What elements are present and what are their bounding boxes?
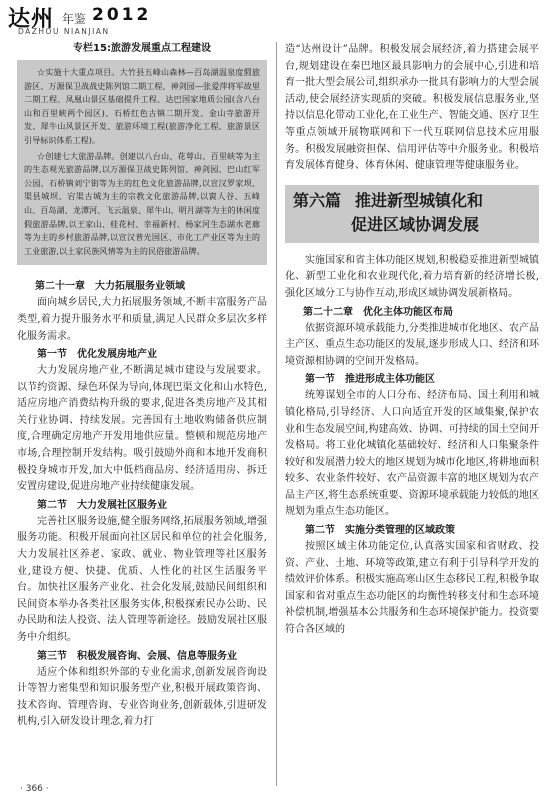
section-heading: 第一节 优化发展房地产业	[37, 349, 157, 361]
body-paragraph: 造“达州设计”品牌。积极发展会展经济,着力搭建会展平台,规划建设在秦巴地区最具影响力的会展中心,引进和培育一批大型会展公司,组织承办一批具有影响力的大型会展活动,使会展经济实现质的突破。积极发展信息服务业,坚持以信息化带动工业化,在工业生产、智能交通、医疗卫生等重点领域开展物联网和下一代互联网信息技术应用服务。积极发展融资担保、信用评估等中介服务业。积极培育发展体育健身、体育休闲、健康管理等健康服务业。	[285, 44, 539, 172]
section-heading: 第二节 大力发展社区服务业	[37, 499, 167, 511]
sidebar-box-paragraph: ☆实施十大重点项目。大竹县五峰山森林—百岛湖温泉度假旅游区、万源保卫战战史陈列馆二期工程、神剑园—张爱萍将军故里二期工程、凤凰山景区基础提升工程、达巴国家地质公园(含八台山和百里峡两个园区)、石桥红色古镇二期开发、金山寺旅游开发、犀牛山风景区开发、旅游环境工程(旅游净化工程、旅游景区引导标识体系工程)。	[24, 67, 260, 145]
header-subtitle: 年鉴	[62, 12, 87, 26]
right-column	[285, 42, 539, 639]
section-heading: 第一节 推进形成主体功能区	[305, 374, 435, 386]
header-logo: 达州	[8, 7, 55, 32]
part-title-banner	[285, 185, 539, 243]
sidebar-box-title: 专栏15:旅游发展重点工程建设	[73, 43, 211, 54]
body-paragraph: 面向城乡居民,大力拓展服务领域,不断丰富服务产品类型,着力提升服务水平和质量,满足人民群众多层次多样化服务需求。	[17, 297, 267, 342]
part-title-line2: 促进区域协调发展	[351, 214, 480, 234]
body-paragraph: 依据资源环境承载能力,分类推进城市化地区、农产品主产区、重点生态功能区的发展,逐步形成人口、经济和环境资源相协调的空间开发格局。	[285, 322, 539, 367]
body-paragraph: 统筹谋划全市的人口分布、经济布局、国土利用和城镇化格局,引导经济、人口向适宜开发的区域集聚,保护农业和生态发展空间,构建高效、协调、可持续的国土空间开发格局。将工业化城镇化基础较好、经济和人口集聚条件较好和发展潜力较大的地区规划为城市化地区,将耕地面积较多、农业条件较好、农产品资源丰富的地区规划为农产品主产区,将生态系统重要、资源环境承载能力较低的地区规划为重点生态功能区。	[285, 390, 539, 518]
header-year: 2012	[92, 5, 152, 25]
column-divider	[276, 42, 277, 786]
body-paragraph: 实施国家和省主体功能区规划,积极稳妥推进新型城镇化、新型工业化和农业现代化,着力培育新的经济增长极,强化区域分工与协作互动,形成区域协调发展新格局。	[285, 254, 539, 299]
chapter-heading: 第二十一章 大力拓展服务业领域	[35, 281, 185, 293]
sidebar-box	[17, 60, 267, 265]
section-heading: 第三节 积极发展咨询、会展、信息等服务业	[37, 650, 237, 662]
body-paragraph: 大力发展房地产业,不断满足城市建设与发展要求。以节约资源、绿色环保为导向,体现巴渠文化和山水特色,适应房地产消费结构升级的要求,促进各类房地产及其相关行业协调、持续发展。完善国有土地收购储备供应制度,合理确定房地产开发用地供应量。整顿和规范房地产市场,合理控制开发结构。吸引鼓励外商和本地开发商积极投身城市开发,加大中低档商品房、经济适用房、拆迁安置房建设,促进房地产业持续健康发展。	[17, 365, 267, 493]
header-english: DAZHOU NIANJIAN	[18, 27, 110, 36]
body-paragraph: 适应个体和组织外部的专业化需求,创新发展咨询设计等智力密集型和知识服务型产业,积极开展政策咨询、技术咨询、管理咨询、专业咨询业务,创新载体,引进研发机构,引入研发设计理念,着力打	[17, 666, 267, 728]
part-title-line1: 推进新型城镇化和	[355, 190, 484, 210]
body-paragraph: 按照区域主体功能定位,认真落实国家和省财政、投资、产业、土地、环境等政策,建立有利于引导科学开发的绩效评价体系。积极实施高寒山区生态移民工程,积极争取国家和省对重点生态功能区的均衡性转移支付和生态环境补偿机制,增强基本公共服务和生态环境保护能力。投资要符合各区域的	[285, 541, 539, 636]
body-paragraph: 完善社区服务设施,健全服务网络,拓展服务领域,增强服务功能。积极开展面向社区居民和单位的社会化服务,大力发展社区养老、家政、就业、物业管理等社区服务业,建设方便、快捷、优质、人性化的社区生活服务平台。加快社区服务产业化、社会化发展,鼓励民间组织和民间资本举办各类社区服务实体,积极探索民办公助、民办民助和法人投资、法人管理等新途径。鼓励发展社区服务中介组织。	[17, 515, 267, 643]
left-column	[17, 42, 267, 731]
page-number: · 366 ·	[20, 784, 49, 794]
sidebar-box-paragraph: ☆创建七大旅游品牌。创建以八台山、花萼山、百里峡等为主的生态观光旅游品牌,以万源保卫战史陈列馆、神剑园、巴山红军公园、石桥镇刘宁街等为主的红色文化旅游品牌,以宣汉罗家坝、渠县城坝、宕渠古城为主的宗教文化旅游品牌,以賨人谷、五峰山、百岛湖、龙潭河、飞云温泉、犀牛山、明月湖等为主的休闲度假旅游品牌,以王家山、桂花村、幸福新村、杨家河生态湖水老廊等为主的乡村旅游品牌,以宣汉普光国区、市化工产业区等为主的工业旅游,以土家民族风情等为主的民俗旅游品牌。	[24, 150, 260, 256]
section-heading: 第二节 实施分类管理的区域政策	[305, 525, 455, 537]
part-number: 第六篇	[293, 190, 342, 210]
chapter-heading: 第二十二章 优化主体功能区布局	[303, 306, 453, 318]
running-header	[8, 2, 228, 40]
